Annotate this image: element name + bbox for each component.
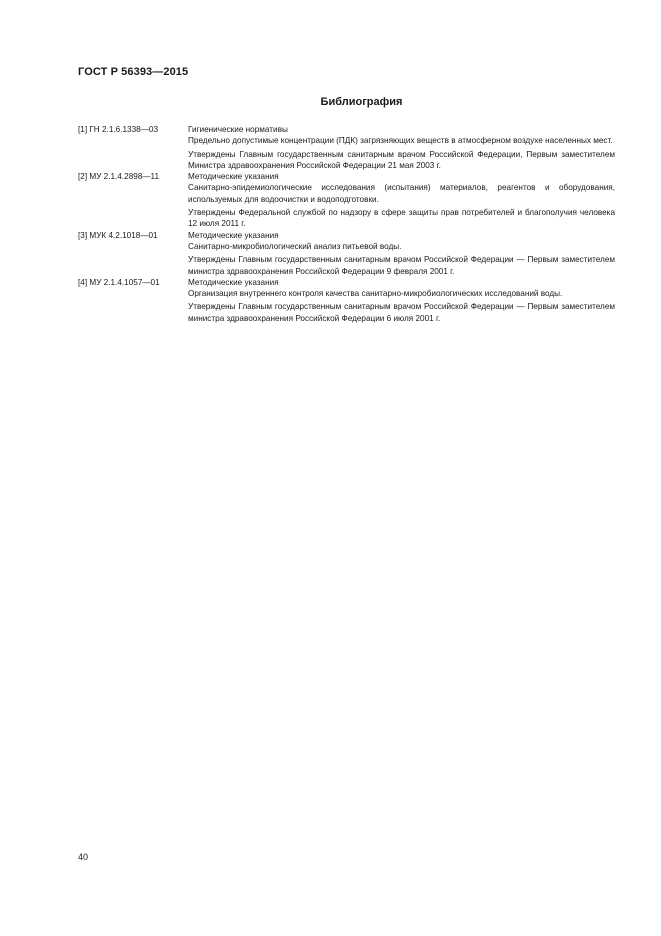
bibliography-title: Организация внутреннего контроля качества санитарно-микробиологических исследований воды. (188, 289, 563, 299)
bibliography-ref: [4] МУ 2.1.4.1057—01 (78, 277, 160, 287)
bibliography-type: Методические указания (188, 277, 279, 287)
bibliography-type: Гигиенические нормативы (188, 125, 288, 134)
bibliography-type: Методические указания (188, 230, 279, 240)
bibliography-body (188, 171, 615, 229)
bibliography-body (188, 277, 615, 324)
bibliography-ref: [2] МУ 2.1.4.2898—11 (78, 172, 160, 182)
bibliography-entry (78, 124, 615, 171)
bibliography-body (188, 230, 615, 277)
bibliography-entry (78, 171, 615, 229)
bibliography-approved: Утверждены Главным государственным санитарным врачом Российской Федерации — Первым заместителем министра здравоохранения Российской Федерации 9 февраля 2001 г. (188, 255, 615, 276)
bibliography-body (188, 124, 615, 171)
bibliography-title: Предельно допустимые концентрации (ПДК) загрязняющих веществ в атмосферном воздухе населенных мест. (188, 136, 613, 146)
bibliography-list (78, 124, 615, 324)
bibliography-type: Методические указания (188, 172, 279, 182)
bibliography-approved: Утверждены Федеральной службой по надзору в сфере защиты прав потребителей и благополучия человека 12 июля 2011 г. (188, 208, 615, 229)
bibliography-title: Санитарно-микробиологический анализ питьевой воды. (188, 241, 402, 251)
bibliography-entry (78, 230, 615, 277)
bibliography-ref: [1] ГН 2.1.6.1338—03 (78, 125, 158, 134)
bibliography-ref: [3] МУК 4.2.1018—01 (78, 230, 158, 240)
bibliography-approved: Утверждены Главным государственным санитарным врачом Российской Федерации — Первым заместителем министра здравоохранения Российской Федерации 6 июля 2001 г. (188, 302, 615, 323)
bibliography-approved: Утверждены Главным государственным санитарным врачом Российской Федерации, Первым заместителем Министра здравоохранения Российской Федерации 21 мая 2003 г. (188, 149, 615, 170)
document-number: ГОСТ Р 56393—2015 (78, 66, 189, 78)
section-title: Библиография (320, 96, 403, 108)
bibliography-entry (78, 277, 615, 324)
page-number: 40 (78, 852, 89, 862)
bibliography-title: Санитарно-эпидемиологические исследования (испытания) материалов, реагентов и оборудования, используемых для водоочистки и водоподготовки. (188, 183, 615, 204)
